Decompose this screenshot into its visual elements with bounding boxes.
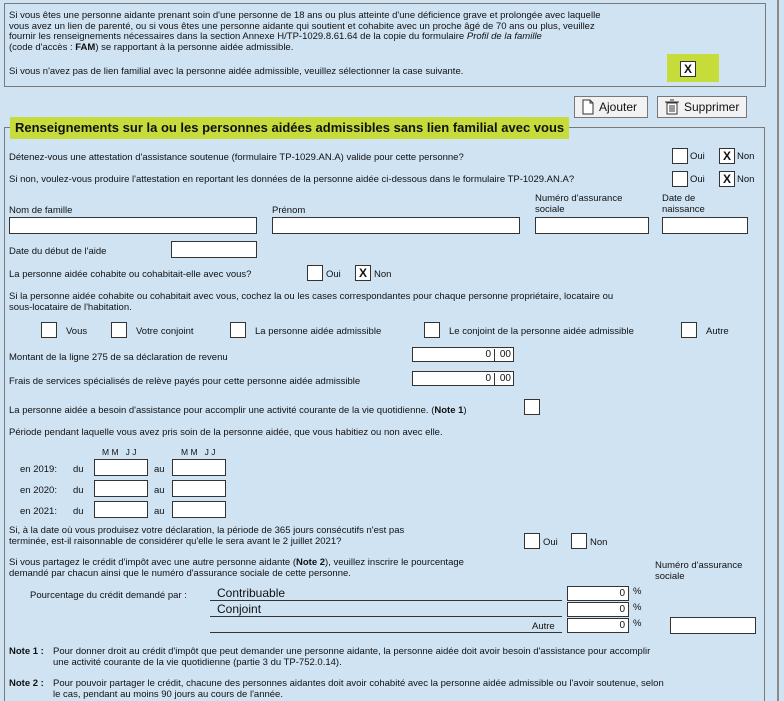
- year-2021-label: en 2021:: [20, 506, 57, 517]
- intro-text: [9, 11, 699, 53]
- intro-line: Si vous êtes une personne aidante prenant soin d'une personne de 18 ans ou plus atteinte d'une déficience grave et prolongée avec laquelle: [9, 10, 601, 21]
- year-2019-label: en 2019:: [20, 464, 57, 475]
- cohabite-label: La personne aidée cohabite ou cohabitait-elle avec vous?: [9, 269, 252, 280]
- nas-autre-field[interactable]: [670, 617, 756, 634]
- money-int: 0: [485, 349, 491, 360]
- nom-label: Nom de famille: [9, 205, 73, 216]
- pct-conjoint-field[interactable]: 0: [567, 602, 629, 617]
- du-label: du: [73, 485, 84, 496]
- q2-oui-checkbox[interactable]: [672, 171, 688, 187]
- section-border-left: [4, 127, 5, 701]
- q1-oui-checkbox[interactable]: [672, 148, 688, 164]
- add-button[interactable]: [574, 96, 648, 118]
- year-2020-label: en 2020:: [20, 485, 57, 496]
- conjoint-label: Votre conjoint: [136, 326, 194, 337]
- mmjj-header-du: M M J J: [102, 447, 137, 457]
- periode-label: Période pendant laquelle vous avez pris soin de la personne aidée, que vous habitiez ou non avec elle.: [9, 427, 443, 438]
- no-link-checkbox[interactable]: X: [680, 61, 696, 77]
- debut-field[interactable]: [171, 241, 257, 258]
- delete-button[interactable]: [657, 96, 747, 118]
- frais-label: Frais de services spécialisés de relève payés pour cette personne aidée admissible: [9, 376, 361, 387]
- non-label: Non: [590, 537, 608, 548]
- besoin-label: La personne aidée a besoin d'assistance pour accomplir une activité courante de la vie quotidienne. (Note 1): [9, 405, 467, 416]
- montant-275-label: Montant de la ligne 275 de sa déclaration de revenu: [9, 352, 228, 363]
- montant-275-field[interactable]: [412, 347, 514, 362]
- non-label: Non: [737, 174, 755, 185]
- mmjj-header-au: M M J J: [181, 447, 216, 457]
- q1-label: Détenez-vous une attestation d'assistance soutenue (formulaire TP-1029.AN.A) valide pour cette personne?: [9, 152, 464, 163]
- non-label: Non: [737, 151, 755, 162]
- vous-label: Vous: [66, 326, 88, 337]
- q1-non-checkbox[interactable]: X: [719, 148, 735, 164]
- money-dec: 00: [499, 373, 511, 384]
- besoin-checkbox[interactable]: [524, 399, 540, 415]
- au-2020-field[interactable]: [172, 480, 226, 497]
- page-edge: [777, 0, 779, 701]
- nas-label: Numéro d'assurance sociale: [535, 193, 623, 215]
- money-int: 0: [485, 373, 491, 384]
- intro-line: vous avez un lien de parenté, ou si vous êtes une personne aidante qui soutient et cohabite avec un proche âgé de 70 ans ou plus, veuillez: [9, 20, 595, 32]
- conjoint-underline: [210, 616, 562, 617]
- no-link-text: Si vous n'avez pas de lien familial avec la personne aidée admissible, veuillez sélectionner la case suivante.: [9, 66, 464, 77]
- autre-checkbox[interactable]: [681, 322, 697, 338]
- delete-label: Supprimer: [684, 100, 740, 114]
- cohabite-non-checkbox[interactable]: X: [355, 265, 371, 281]
- au-label: au: [154, 464, 165, 475]
- oui-label: Oui: [690, 174, 705, 185]
- non-label: Non: [374, 269, 392, 280]
- note2-text: Pour pouvoir partager le crédit, chacune des personnes aidantes doit avoir cohabité avec la personne aidée admissible ou l'avoir soutenue, selon le cas, pendant au moins 90 jours au cours de l'année.: [53, 678, 664, 700]
- note1-text: Pour donner droit au crédit d'impôt que peut demander une personne aidante, la personne aidée doit avoir besoin d'assistance pour accomplir une activité courante de la vie quotidienne (partie 3 du TP-752.0.14).: [53, 646, 651, 668]
- pct-label: Pourcentage du crédit demandé par :: [30, 590, 187, 601]
- section-border-right: [764, 127, 765, 701]
- intro-line: (code d'accès : FAM) se rapportant à la personne aidée admissible.: [9, 41, 294, 53]
- prenom-field[interactable]: [272, 217, 520, 234]
- autre-label: Autre: [706, 326, 729, 337]
- q2-non-checkbox[interactable]: X: [719, 171, 735, 187]
- note2-label: Note 2 :: [9, 678, 44, 689]
- au-2019-field[interactable]: [172, 459, 226, 476]
- birthdate-field[interactable]: [662, 217, 748, 234]
- q2-label: Si non, voulez-vous produire l'attestation en reportant les données de la personne aidée ci-dessous dans le formulaire TP-1029.AN.A?: [9, 174, 575, 185]
- document-icon: [581, 99, 595, 115]
- pct-contribuable-field[interactable]: 0: [567, 586, 629, 601]
- au-2021-field[interactable]: [172, 501, 226, 518]
- du-2020-field[interactable]: [94, 480, 148, 497]
- add-label: Ajouter: [599, 100, 638, 114]
- oui-label: Oui: [543, 537, 558, 548]
- nas-header: Numéro d'assurance sociale: [655, 560, 743, 582]
- du-2021-field[interactable]: [94, 501, 148, 518]
- vous-checkbox[interactable]: [41, 322, 57, 338]
- nom-field[interactable]: [9, 217, 257, 234]
- section-title: Renseignements sur la ou les personnes aidées admissibles sans lien familial avec vous: [10, 117, 569, 139]
- contribuable-label: Contribuable: [217, 586, 286, 600]
- autre-underline: [210, 632, 562, 633]
- money-dec: 00: [499, 349, 511, 360]
- q365-non-checkbox[interactable]: [571, 533, 587, 549]
- nas-field[interactable]: [535, 217, 649, 234]
- personne-aidee-label: La personne aidée admissible: [255, 326, 382, 337]
- intro-line: fournir les renseignements nécessaires dans la section Annexe H/TP-1029.8.61.64 de la copie du formulaire Profil de la famille: [9, 31, 542, 42]
- pct-sign: %: [633, 602, 642, 613]
- prenom-label: Prénom: [272, 205, 306, 216]
- conjoint-checkbox[interactable]: [111, 322, 127, 338]
- du-label: du: [73, 506, 84, 517]
- au-label: au: [154, 506, 165, 517]
- oui-label: Oui: [326, 269, 341, 280]
- du-label: du: [73, 464, 84, 475]
- pct-sign: %: [633, 586, 642, 597]
- conjoint-aidee-checkbox[interactable]: [424, 322, 440, 338]
- partage-label: Si vous partagez le crédit d'impôt avec une autre personne aidante (Note 2), veuillez inscrire le pourcentage demandé par chacun ainsi que le numéro d'assurance sociale de cette personne.: [9, 557, 464, 579]
- proprietaire-question: Si la personne aidée cohabite ou cohabitait avec vous, cochez la ou les cases correspondantes pour chaque personne propriétaire, locataire ou sous-locataire de l'habitation.: [9, 291, 614, 313]
- pct-autre-field[interactable]: 0: [567, 618, 629, 633]
- du-2019-field[interactable]: [94, 459, 148, 476]
- q365-oui-checkbox[interactable]: [524, 533, 540, 549]
- cohabite-oui-checkbox[interactable]: [307, 265, 323, 281]
- conjoint-pct-label: Conjoint: [217, 602, 262, 616]
- note1-label: Note 1 :: [9, 646, 44, 657]
- conjoint-aidee-label: Le conjoint de la personne aidée admissible: [449, 326, 634, 337]
- birthdate-label: Date de naissance: [662, 193, 705, 215]
- contribuable-underline: [210, 600, 562, 601]
- frais-field[interactable]: [412, 371, 514, 386]
- au-label: au: [154, 485, 165, 496]
- autre-pct-label: Autre: [532, 621, 555, 632]
- personne-aidee-checkbox[interactable]: [230, 322, 246, 338]
- debut-label: Date du début de l'aide: [9, 246, 107, 257]
- pct-sign: %: [633, 618, 642, 629]
- q365-label: Si, à la date où vous produisez votre déclaration, la période de 365 jours consécutifs n'est pas terminée, est-il raisonnable de considérer qu'elle le sera avant le 2 juillet 2021?: [9, 525, 405, 547]
- trash-icon: [664, 99, 680, 115]
- oui-label: Oui: [690, 151, 705, 162]
